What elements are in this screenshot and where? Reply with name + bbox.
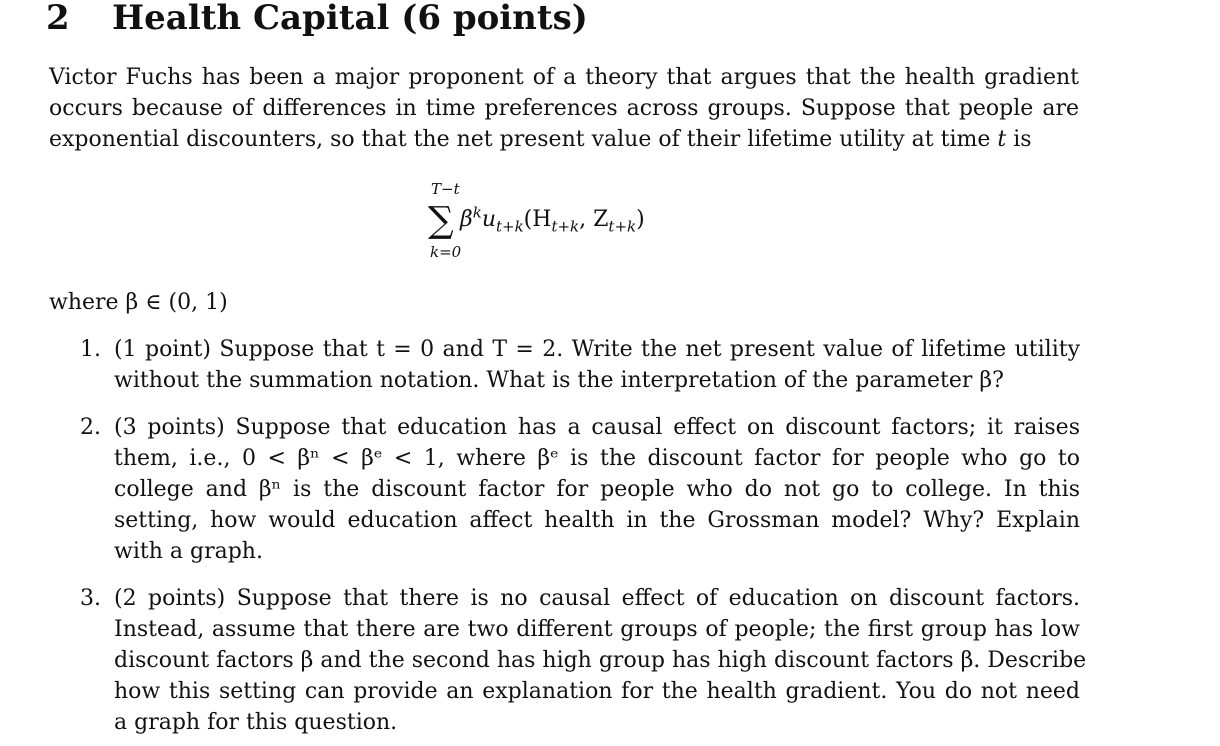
item-line: a graph for this question. — [114, 710, 398, 735]
item-line: Instead, assume that there are two different groups of people; the first group has low — [114, 617, 1080, 642]
item-number: 2. — [80, 415, 101, 440]
item-line: (2 points) Suppose that there is no causal effect of education on discount factors. — [114, 586, 1080, 611]
intro-line: occurs because of differences in time preferences across groups. Suppose that people are — [49, 96, 1079, 121]
item-line: setting, how would education affect health in the Grossman model? Why? Explain — [114, 508, 1080, 533]
sum-term: $\beta^ku_{t+k}(H_{t+k}$, $Z_{t+k}$) — [460, 203, 645, 236]
section-title: Health Capital (6 points) — [112, 0, 588, 38]
sum-upper-bound: T−t — [431, 180, 460, 198]
intro-paragraph — [49, 62, 1079, 155]
item-line: college and βⁿ is the discount factor for people who do not go to college. In this — [114, 477, 1080, 502]
where-clause: where β ∈ (0, 1) — [49, 290, 228, 315]
intro-line: Victor Fuchs has been a major proponent of a theory that argues that the health gradient — [49, 65, 1079, 90]
item-line: how this setting can provide an explanation for the health gradient. You do not need — [114, 679, 1080, 704]
item-number: 1. — [80, 337, 101, 362]
sum-lower-bound: k=0 — [430, 243, 462, 261]
item-line: (3 points) Suppose that education has a causal effect on discount factors; it raises — [114, 415, 1080, 440]
section-heading — [46, 0, 588, 40]
section-number: 2 — [46, 0, 70, 38]
item-line: them, i.e., 0 < βⁿ < βᵉ < 1, where βᵉ is the discount factor for people who go to — [114, 446, 1080, 471]
item-line: with a graph. — [114, 539, 263, 564]
intro-line: exponential discounters, so that the net present value of their lifetime utility at time t is — [49, 127, 1032, 152]
item-line: (1 point) Suppose that t = 0 and T = 2. Write the net present value of lifetime utility — [114, 337, 1080, 362]
item-number: 3. — [80, 586, 101, 611]
summation-symbol: ∑ — [428, 200, 454, 241]
utility-formula — [428, 176, 748, 268]
item-line: without the summation notation. What is the interpretation of the parameter β? — [114, 368, 1004, 393]
item-line: discount factors β and the second has high group has high discount factors β. Describe — [114, 648, 1087, 673]
